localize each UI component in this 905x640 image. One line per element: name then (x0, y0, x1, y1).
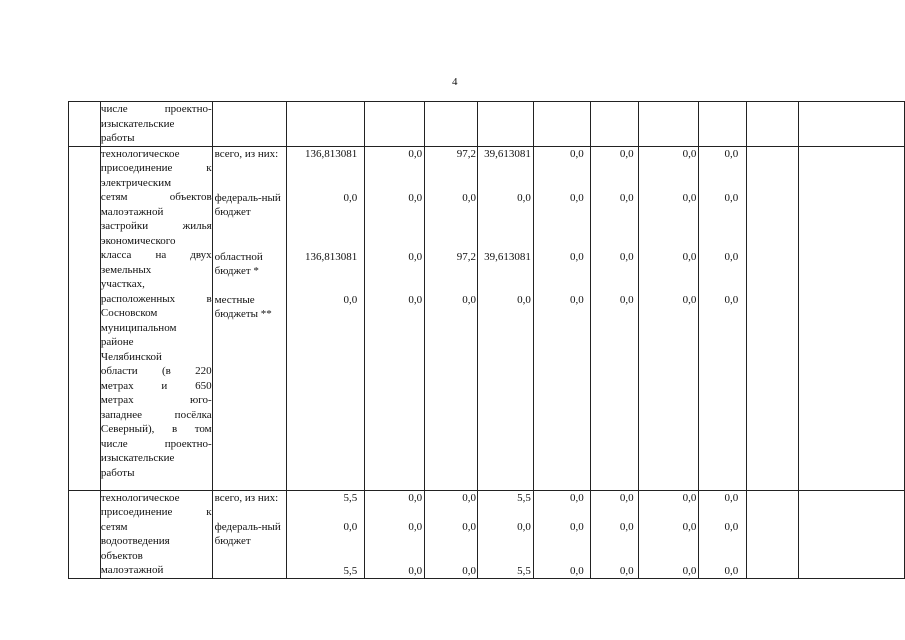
funding-source-label: федераль-ный бюджет (214, 191, 281, 218)
description-line: малоэтажной (100, 205, 164, 218)
amount-value: 0,0 (619, 293, 634, 306)
empty-cell (799, 102, 905, 147)
amount-value: 0,0 (517, 520, 531, 533)
amount-value: 0,0 (408, 491, 423, 504)
description-line: работы (100, 466, 135, 479)
value-cell (699, 146, 747, 490)
amount-value: 0,0 (569, 191, 584, 204)
amount-value: 0,0 (569, 250, 584, 263)
value-cell (365, 146, 425, 490)
value-cell (425, 490, 478, 578)
funding-source-cell (212, 490, 287, 578)
description-line: малоэтажной (100, 564, 164, 576)
value-cell (287, 102, 365, 147)
amount-value: 0,0 (408, 520, 423, 533)
description-line: участках, (100, 278, 145, 290)
amount-value: 0,0 (408, 191, 423, 204)
amount-value: 0,0 (462, 191, 476, 204)
value-cell (699, 102, 747, 147)
amount-value: 0,0 (462, 520, 476, 533)
amount-value: 5,5 (517, 564, 531, 577)
description-line: числе проектно- (100, 437, 212, 450)
description-line: муниципальном (100, 321, 177, 334)
amount-value: 97,2 (456, 250, 476, 263)
funding-source-cell (212, 102, 287, 147)
table-row (69, 146, 905, 490)
description-line: метрах и 650 (100, 379, 212, 392)
description-line: районе (100, 336, 134, 348)
amount-value: 0,0 (682, 491, 697, 504)
value-cell (638, 102, 699, 147)
amount-value: 39,613081 (484, 250, 531, 263)
amount-value: 0,0 (619, 191, 634, 204)
amount-value: 0,0 (343, 293, 358, 306)
description-line: технологическое (100, 147, 180, 160)
funding-source-label: всего, из них: (214, 491, 279, 504)
value-cell (425, 102, 478, 147)
description-line: работы (100, 132, 135, 144)
description-line: технологическое (100, 491, 180, 504)
description-cell (100, 102, 212, 147)
amount-value: 0,0 (682, 293, 697, 306)
amount-value: 0,0 (619, 520, 634, 533)
value-cell (590, 490, 638, 578)
amount-value: 0,0 (724, 491, 739, 504)
amount-value: 0,0 (619, 147, 634, 160)
amount-value: 0,0 (462, 564, 476, 577)
amount-value: 0,0 (408, 250, 423, 263)
value-cell (533, 490, 590, 578)
amount-value: 0,0 (724, 520, 739, 533)
description-line: экономического (100, 234, 176, 247)
index-cell (69, 146, 101, 490)
empty-cell (799, 490, 905, 578)
funding-source-label: всего, из них: (214, 147, 279, 160)
value-cell (638, 146, 699, 490)
value-cell (590, 146, 638, 490)
value-cell (287, 490, 365, 578)
amount-value: 0,0 (682, 564, 697, 577)
description-line: метрах юго- (100, 394, 212, 406)
value-cell (533, 102, 590, 147)
value-cell (699, 490, 747, 578)
description-line: числе проектно- (100, 103, 212, 115)
value-cell (425, 146, 478, 490)
amount-value: 136,813081 (305, 147, 358, 160)
amount-value: 0,0 (724, 147, 739, 160)
value-cell (365, 102, 425, 147)
description-line: западнее посёлка (100, 408, 212, 421)
amount-value: 0,0 (569, 491, 584, 504)
description-line: сетям (100, 520, 128, 533)
empty-cell (747, 102, 799, 147)
amount-value: 0,0 (682, 191, 697, 204)
amount-value: 5,5 (517, 491, 531, 504)
value-cell (477, 146, 533, 490)
amount-value: 0,0 (343, 191, 358, 204)
amount-value: 0,0 (619, 564, 634, 577)
amount-value: 0,0 (462, 491, 476, 504)
amount-value: 136,813081 (305, 250, 358, 263)
amount-value: 0,0 (569, 147, 584, 160)
amount-value: 0,0 (343, 520, 358, 533)
description-line: Челябинской (100, 350, 162, 363)
description-line: застройки жилья (100, 220, 212, 232)
amount-value: 0,0 (569, 564, 584, 577)
value-cell (365, 490, 425, 578)
value-cell (287, 146, 365, 490)
budget-table-body (69, 102, 905, 579)
index-cell (69, 102, 101, 147)
amount-value: 0,0 (682, 147, 697, 160)
empty-cell (747, 146, 799, 490)
empty-cell (799, 146, 905, 490)
amount-value: 0,0 (408, 147, 423, 160)
amount-value: 0,0 (408, 564, 423, 577)
amount-value: 39,613081 (484, 147, 531, 160)
amount-value: 0,0 (619, 250, 634, 263)
description-cell (100, 490, 212, 578)
description-line: сетям объектов (100, 191, 212, 203)
amount-value: 0,0 (619, 491, 634, 504)
amount-value: 0,0 (724, 293, 739, 306)
amount-value: 0,0 (682, 250, 697, 263)
amount-value: 5,5 (343, 491, 358, 504)
description-line: изыскательские (100, 117, 175, 130)
budget-table (68, 101, 905, 579)
description-line: класса на двух (100, 249, 212, 261)
funding-source-label: местные бюджеты ** (214, 293, 272, 320)
amount-value: 0,0 (724, 191, 739, 204)
description-line: электрическим (100, 176, 172, 189)
value-cell (638, 490, 699, 578)
description-line: Сосновском (100, 307, 158, 319)
description-line: Северный), в том (100, 423, 212, 435)
funding-source-label: областной бюджет * (214, 250, 263, 277)
index-cell (69, 490, 101, 578)
description-line: изыскательские (100, 452, 175, 464)
amount-value: 0,0 (408, 293, 423, 306)
amount-value: 0,0 (462, 293, 476, 306)
description-line: присоединение к (100, 506, 212, 518)
description-line: водоотведения (100, 535, 170, 547)
description-line: объектов (100, 549, 143, 562)
value-cell (590, 102, 638, 147)
description-line: расположенных в (100, 292, 212, 305)
amount-value: 0,0 (569, 293, 584, 306)
value-cell (533, 146, 590, 490)
amount-value: 0,0 (682, 520, 697, 533)
page-number: 4 (452, 76, 458, 88)
value-cell (477, 490, 533, 578)
amount-value: 0,0 (724, 250, 739, 263)
amount-value: 0,0 (724, 564, 739, 577)
amount-value: 0,0 (517, 293, 531, 306)
amount-value: 0,0 (517, 191, 531, 204)
value-cell (477, 102, 533, 147)
description-line: области (в 220 (100, 365, 212, 377)
table-row (69, 102, 905, 147)
amount-value: 97,2 (456, 147, 476, 160)
funding-source-cell (212, 146, 287, 490)
description-line: земельных (100, 263, 152, 276)
description-cell (100, 146, 212, 490)
funding-source-label: федераль-ный бюджет (214, 520, 281, 547)
table-row (69, 490, 905, 578)
empty-cell (747, 490, 799, 578)
amount-value: 5,5 (343, 564, 358, 577)
description-line: присоединение к (100, 162, 212, 174)
amount-value: 0,0 (569, 520, 584, 533)
